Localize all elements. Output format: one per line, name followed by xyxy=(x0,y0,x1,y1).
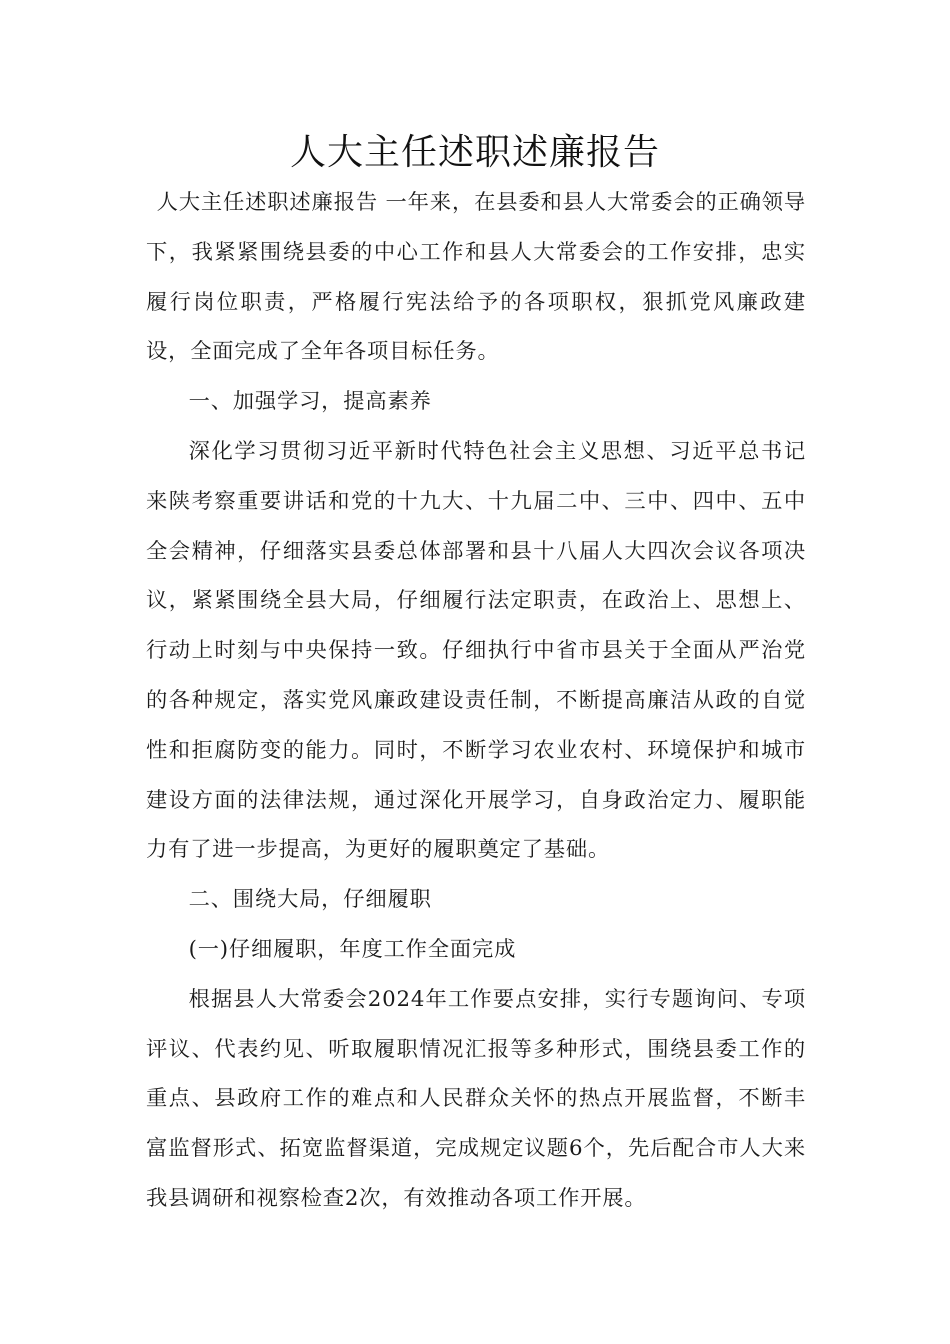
intro-paragraph: 人大主任述职述廉报告 一年来，在县委和县人大常委会的正确领导下，我紧紧围绕县委的中心工作和县人大常委会的工作安排，忠实履行岗位职责，严格履行宪法给予的各项职权，狠抓党风廉政建设，全面完成了全年各项目标任务。 xyxy=(146,190,806,365)
section-heading-1: 一、加强学习，提高素养 xyxy=(188,389,432,415)
document-title: 人大主任述职述廉报告 xyxy=(289,132,660,173)
subsection-heading-1: (一)仔细履职，年度工作全面完成 xyxy=(188,936,517,962)
duty-paragraph: 根据县人大常委会2024年工作要点安排，实行专题询问、专项评议、代表约见、听取履职情况汇报等多种形式，围绕县委工作的重点、县政府工作的难点和人民群众关怀的热点开展监督，不断丰富监督形式、拓宽监督渠道，完成规定议题6个，先后配合市人大来我县调研和视察检查2次，有效推动各项工作开展。 xyxy=(146,986,806,1211)
document-body xyxy=(146,178,806,1224)
section-heading-2: 二、围绕大局，仔细履职 xyxy=(188,887,432,913)
study-paragraph: 深化学习贯彻习近平新时代特色社会主义思想、习近平总书记来陕考察重要讲话和党的十九大、十九届二中、三中、四中、五中全会精神，仔细落实县委总体部署和县十八届人大四次会议各项决议，紧紧围绕全县大局，仔细履行法定职责，在政治上、思想上、行动上时刻与中央保持一致。仔细执行中省市县关于全面从严治党的各种规定，落实党风廉政建设责任制，不断提高廉洁从政的自觉性和拒腐防变的能力。同时，不断学习农业农村、环境保护和城市建设方面的法律法规，通过深化开展学习，自身政治定力、履职能力有了进一步提高，为更好的履职奠定了基础。 xyxy=(146,438,806,863)
